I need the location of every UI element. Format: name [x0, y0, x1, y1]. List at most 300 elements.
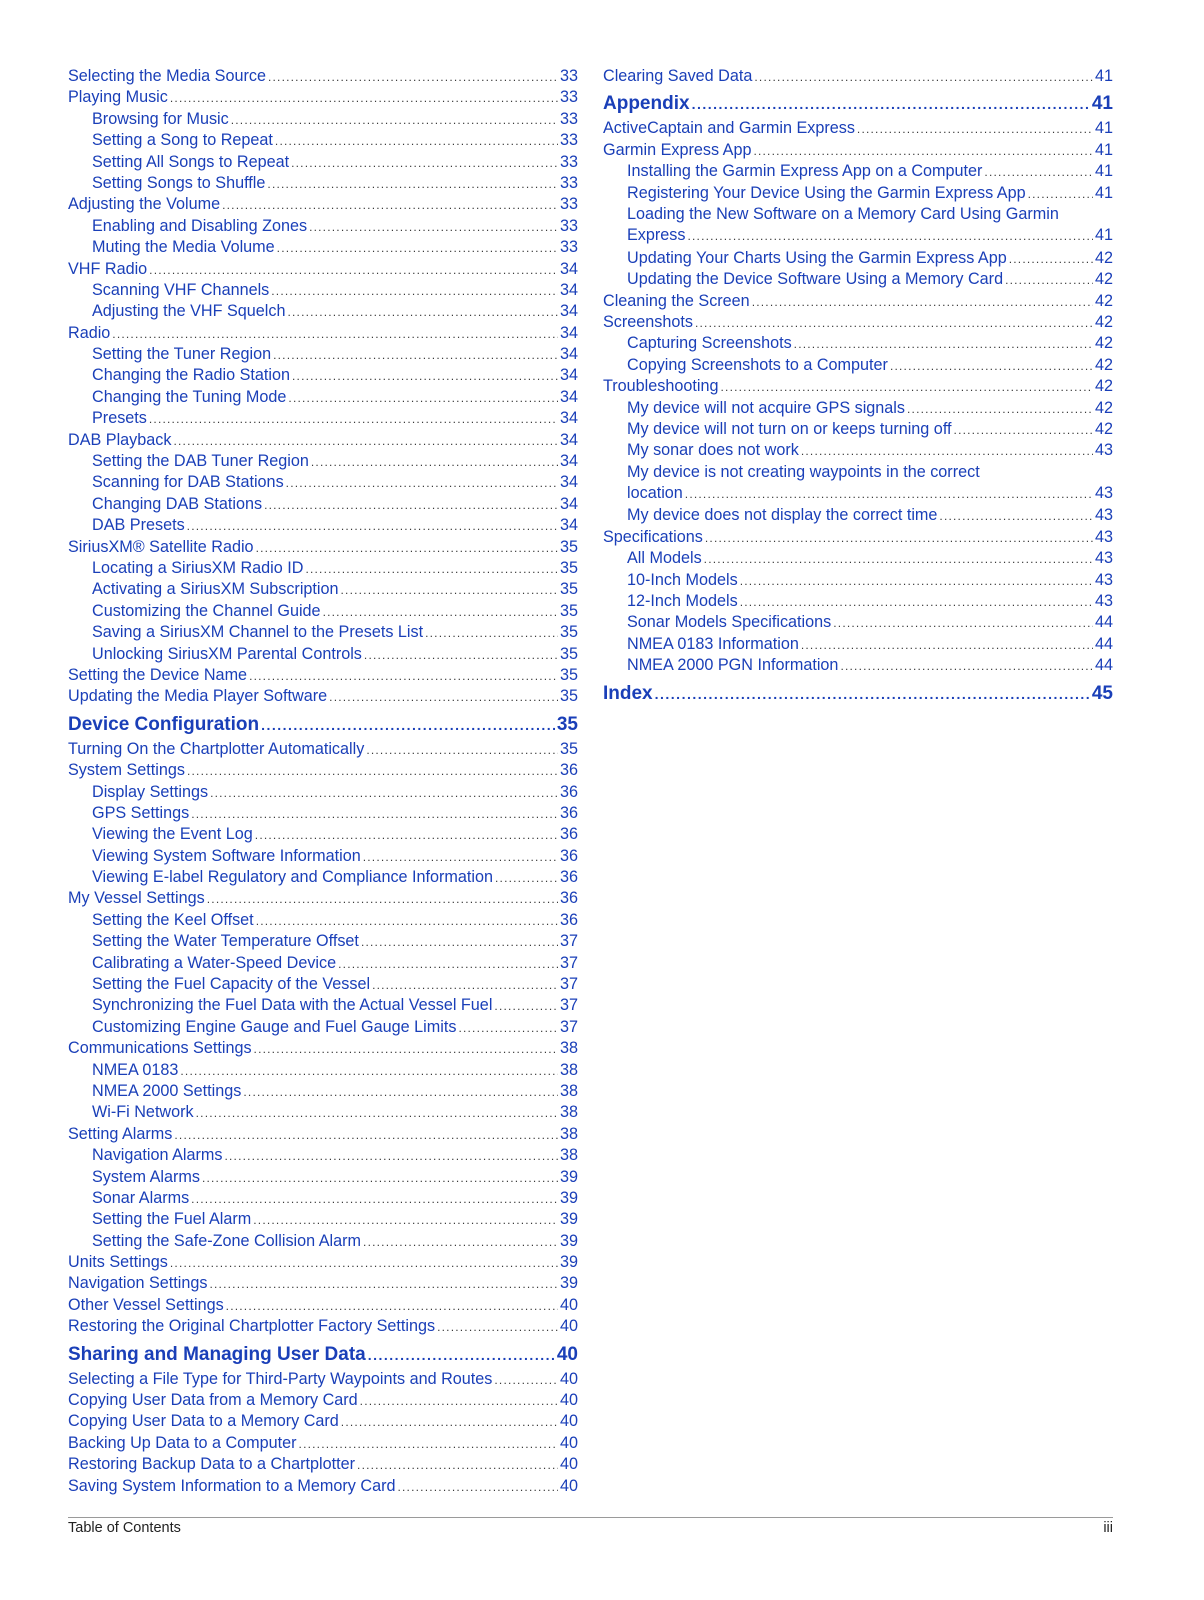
toc-entry-page: 37: [559, 1017, 578, 1036]
dot-leader: [754, 67, 1093, 88]
dot-leader: [655, 681, 1090, 707]
toc-entry[interactable]: [68, 910, 578, 931]
toc-entry[interactable]: [68, 1316, 578, 1337]
dot-leader: [256, 538, 558, 559]
toc-entry[interactable]: [68, 782, 578, 803]
toc-entry-title: GPS Settings: [92, 803, 190, 822]
toc-entry-page: 33: [559, 109, 578, 128]
dot-leader: [740, 571, 1093, 592]
dot-leader: [338, 954, 558, 975]
dot-leader: [794, 334, 1093, 355]
dot-leader: [323, 602, 558, 623]
dot-leader: [494, 996, 558, 1017]
toc-entry-title: Viewing E-label Regulatory and Compliance Information: [92, 868, 494, 887]
toc-entry[interactable]: [68, 1167, 578, 1188]
toc-entry[interactable]: [68, 194, 578, 215]
toc-entry-page: 38: [559, 1060, 578, 1079]
dot-leader: [801, 441, 1093, 462]
dot-leader: [363, 1232, 558, 1253]
dot-leader: [254, 1039, 558, 1060]
toc-entry-title: My device does not display the correct time: [627, 506, 938, 525]
dot-leader: [692, 91, 1090, 117]
toc-entry[interactable]: [68, 494, 578, 515]
toc-entry[interactable]: [68, 66, 578, 87]
toc-entry-page: 36: [559, 910, 578, 929]
toc-entry-title: Restoring Backup Data to a Chartplotter: [68, 1455, 356, 1474]
toc-entry[interactable]: [68, 888, 578, 909]
toc-entry[interactable]: [68, 323, 578, 344]
toc-entry[interactable]: [603, 333, 1113, 354]
toc-entry[interactable]: [68, 931, 578, 952]
dot-leader: [243, 1082, 558, 1103]
toc-entry-title: Adjusting the Volume: [68, 195, 221, 214]
dot-leader: [309, 217, 558, 238]
dot-leader: [261, 712, 555, 738]
dot-leader: [687, 226, 1093, 247]
dot-leader: [149, 409, 558, 430]
footer-divider: [68, 1517, 1113, 1518]
toc-entry-title: SiriusXM® Satellite Radio: [68, 537, 254, 556]
dot-leader: [291, 153, 558, 174]
toc-entry[interactable]: [603, 462, 1113, 506]
toc-entry-title: Turning On the Chartplotter Automatically: [68, 739, 365, 758]
dot-leader: [207, 889, 558, 910]
toc-entry-title: All Models: [627, 549, 702, 568]
toc-entry-title: My device will not acquire GPS signals: [627, 398, 906, 417]
toc-entry[interactable]: [68, 344, 578, 365]
toc-entry[interactable]: [68, 803, 578, 824]
toc-entry[interactable]: [68, 216, 578, 237]
dot-leader: [170, 88, 558, 109]
toc-entry-title: Setting the DAB Tuner Region: [92, 452, 309, 471]
toc-entry-title: Navigation Settings: [68, 1274, 208, 1293]
toc-entry-title: Locating a SiriusXM Radio ID: [92, 558, 304, 577]
toc-entry-page: 36: [559, 803, 578, 822]
toc-entry-page: 43: [1094, 506, 1113, 525]
footer-section-title: Table of Contents: [68, 1520, 181, 1536]
toc-entry[interactable]: [603, 161, 1113, 182]
toc-entry-title: Display Settings: [92, 782, 209, 801]
dot-leader: [311, 452, 558, 473]
toc-entry-title: System Alarms: [92, 1167, 200, 1186]
toc-entry-page: 43: [1094, 549, 1113, 568]
toc-entry-page: 40: [559, 1433, 578, 1452]
toc-entry-title: Enabling and Disabling Zones: [92, 216, 308, 235]
toc-entry-page: 44: [1094, 613, 1113, 632]
toc-entry-title: Copying User Data from a Memory Card: [68, 1391, 358, 1410]
dot-leader: [305, 559, 558, 580]
dot-leader: [209, 1274, 558, 1295]
toc-entry-page: 38: [559, 1146, 578, 1165]
toc-entry-page: 40: [559, 1412, 578, 1431]
toc-entry-page: 38: [559, 1124, 578, 1143]
toc-section-heading[interactable]: [603, 681, 1113, 707]
toc-entry-title: Wi-Fi Network: [92, 1103, 194, 1122]
toc-entry[interactable]: [68, 1231, 578, 1252]
dot-leader: [287, 302, 558, 323]
toc-entry[interactable]: [68, 1390, 578, 1411]
toc-entry[interactable]: [68, 173, 578, 194]
toc-entry-title: Playing Music: [68, 88, 168, 107]
toc-entry-page: 35: [559, 644, 578, 663]
toc-entry[interactable]: [68, 237, 578, 258]
dot-leader: [494, 1370, 558, 1391]
toc-entry[interactable]: [68, 87, 578, 108]
toc-entry[interactable]: [68, 846, 578, 867]
toc-entry-page: 37: [559, 996, 578, 1015]
toc-entry-page: 39: [559, 1231, 578, 1250]
toc-entry-title-continued: location: [627, 484, 683, 503]
toc-entry[interactable]: [68, 579, 578, 600]
toc-entry-page: 33: [559, 238, 578, 257]
toc-entry[interactable]: [603, 655, 1113, 676]
toc-entry-page: 41: [1094, 226, 1113, 245]
toc-entry[interactable]: [603, 419, 1113, 440]
toc-entry-page: 34: [559, 345, 578, 364]
toc-entry[interactable]: [68, 622, 578, 643]
toc-entry[interactable]: [68, 1369, 578, 1390]
toc-entry[interactable]: [603, 591, 1113, 612]
toc-entry[interactable]: [68, 1433, 578, 1454]
toc-entry-title: Setting the Safe-Zone Collision Alarm: [92, 1231, 362, 1250]
toc-entry-title: Selecting a File Type for Third-Party Waypoints and Routes: [68, 1369, 493, 1388]
toc-entry-page: 34: [559, 494, 578, 513]
toc-entry[interactable]: [68, 1273, 578, 1294]
toc-entry[interactable]: [603, 548, 1113, 569]
toc-entry-page: 37: [559, 953, 578, 972]
dot-leader: [329, 687, 558, 708]
dot-leader: [273, 345, 558, 366]
toc-entry[interactable]: [68, 995, 578, 1016]
toc-entry-page: 42: [1094, 270, 1113, 289]
dot-leader: [187, 516, 558, 537]
toc-entry[interactable]: [68, 1017, 578, 1038]
toc-entry-title: Screenshots: [603, 312, 693, 331]
toc-entry[interactable]: [603, 505, 1113, 526]
dot-leader: [341, 1412, 558, 1433]
toc-entry[interactable]: [68, 644, 578, 665]
toc-entry-page: 35: [559, 687, 578, 706]
toc-entry[interactable]: [68, 430, 578, 451]
toc-entry[interactable]: [68, 1124, 578, 1145]
toc-entry[interactable]: [603, 291, 1113, 312]
toc-entry-title: Saving System Information to a Memory Card: [68, 1476, 396, 1495]
toc-entry-page: 41: [1094, 162, 1113, 181]
toc-entry-title: Scanning for DAB Stations: [92, 473, 284, 492]
toc-entry[interactable]: [68, 472, 578, 493]
toc-entry-page: 35: [559, 623, 578, 642]
toc-entry[interactable]: [68, 601, 578, 622]
toc-entry[interactable]: [68, 953, 578, 974]
dot-leader: [256, 911, 558, 932]
dot-leader: [364, 645, 558, 666]
toc-entry-page: 41: [1094, 67, 1113, 85]
toc-entry-page: 34: [559, 452, 578, 471]
toc-entry-title: Radio: [68, 323, 111, 342]
dot-leader: [196, 1103, 558, 1124]
toc-entry-title: My device is not creating waypoints in the correct: [627, 462, 980, 481]
toc-entry[interactable]: [68, 1411, 578, 1432]
toc-entry[interactable]: [68, 760, 578, 781]
toc-entry-title: My Vessel Settings: [68, 889, 205, 908]
toc-entry-title: Sonar Alarms: [92, 1188, 190, 1207]
dot-leader: [271, 281, 558, 302]
toc-entry-page: 37: [559, 932, 578, 951]
toc-entry[interactable]: [68, 1188, 578, 1209]
toc-entry-page: 40: [559, 1476, 578, 1495]
toc-entry-title: Scanning VHF Channels: [92, 280, 270, 299]
toc-entry-page: 43: [1094, 484, 1113, 503]
dot-leader: [226, 1296, 558, 1317]
dot-leader: [366, 740, 558, 761]
toc-entry[interactable]: [68, 365, 578, 386]
toc-entry-title: Unlocking SiriusXM Parental Controls: [92, 644, 362, 663]
dot-leader: [857, 119, 1093, 140]
toc-entry[interactable]: [68, 686, 578, 707]
dot-leader: [704, 549, 1093, 570]
dot-leader: [984, 162, 1093, 183]
toc-entry-title: Changing DAB Stations: [92, 494, 263, 513]
dot-leader: [253, 1210, 558, 1231]
toc-entry-page: 43: [1094, 441, 1113, 460]
toc-entry[interactable]: [68, 1295, 578, 1316]
toc-entry-page: 43: [1094, 570, 1113, 589]
toc-entry-page: 35: [559, 665, 578, 684]
toc-entry[interactable]: [68, 1081, 578, 1102]
dot-leader: [210, 783, 558, 804]
toc-entry[interactable]: [603, 204, 1113, 248]
toc-entry-title: Sharing and Managing User Data: [68, 1343, 366, 1365]
dot-leader: [1028, 184, 1093, 205]
toc-entry-title: Setting a Song to Repeat: [92, 131, 273, 150]
toc-entry-page: 36: [559, 846, 578, 865]
toc-entry-title: Units Settings: [68, 1253, 168, 1272]
toc-entry-title: Appendix: [603, 93, 690, 115]
toc-entry[interactable]: [68, 1454, 578, 1475]
toc-entry-title: Registering Your Device Using the Garmin Express App: [627, 183, 1026, 202]
toc-entry-title: Loading the New Software on a Memory Card Using Garmin: [627, 204, 1059, 223]
toc-entry-title: Setting the Device Name: [68, 665, 248, 684]
toc-entry[interactable]: [603, 355, 1113, 376]
toc-entry-page: 39: [559, 1274, 578, 1293]
toc-entry[interactable]: [68, 558, 578, 579]
toc-section-heading[interactable]: [68, 712, 578, 738]
toc-entry[interactable]: [68, 1102, 578, 1123]
toc-entry-title: NMEA 2000 PGN Information: [627, 656, 839, 675]
toc-entry[interactable]: [68, 824, 578, 845]
toc-entry-title: Setting Songs to Shuffle: [92, 173, 266, 192]
toc-entry-page: 39: [559, 1210, 578, 1229]
toc-entry-page: 41: [1094, 119, 1113, 138]
dot-leader: [249, 666, 558, 687]
toc-entry-page: 44: [1094, 656, 1113, 675]
dot-leader: [752, 292, 1093, 313]
toc-entry[interactable]: [603, 66, 1113, 87]
toc-entry-title: Setting the Water Temperature Offset: [92, 932, 359, 951]
toc-entry[interactable]: [603, 376, 1113, 397]
toc-entry-page: 41: [1091, 93, 1113, 115]
toc-entry-title: 10-Inch Models: [627, 570, 738, 589]
toc-entry-page: 43: [1094, 592, 1113, 611]
toc-entry-page: 39: [559, 1188, 578, 1207]
dot-leader: [1009, 249, 1093, 270]
dot-leader: [458, 1018, 558, 1039]
toc-entry-page: 44: [1094, 634, 1113, 653]
toc-entry[interactable]: [68, 1060, 578, 1081]
toc-entry-title: Viewing the Event Log: [92, 825, 253, 844]
toc-entry-page: 34: [559, 302, 578, 321]
toc-entry-page: 35: [559, 601, 578, 620]
toc-entry-page: 42: [1094, 334, 1113, 353]
toc-entry-title: Copying Screenshots to a Computer: [627, 355, 888, 374]
toc-entry[interactable]: [603, 634, 1113, 655]
toc-entry-page: 34: [559, 430, 578, 449]
dot-leader: [299, 1434, 558, 1455]
toc-entry-title: My sonar does not work: [627, 441, 799, 460]
toc-entry-title-continued: Express: [627, 226, 686, 245]
toc-entry-title: Capturing Screenshots: [627, 334, 792, 353]
toc-entry-title: Activating a SiriusXM Subscription: [92, 580, 339, 599]
toc-entry-title: Communications Settings: [68, 1039, 252, 1058]
dot-leader: [202, 1168, 558, 1189]
dot-leader: [721, 377, 1093, 398]
toc-entry-page: 35: [559, 580, 578, 599]
dot-leader: [341, 580, 558, 601]
toc-entry-title: Specifications: [603, 527, 703, 546]
toc-entry[interactable]: [68, 665, 578, 686]
toc-entry-title: Changing the Radio Station: [92, 366, 290, 385]
toc-entry[interactable]: [603, 140, 1113, 161]
toc-entry[interactable]: [68, 1145, 578, 1166]
dot-leader: [833, 613, 1093, 634]
toc-entry[interactable]: [68, 259, 578, 280]
toc-entry-title: Viewing System Software Information: [92, 846, 361, 865]
dot-leader: [288, 388, 558, 409]
toc-entry-title: Customizing Engine Gauge and Fuel Gauge Limits: [92, 1017, 457, 1036]
dot-leader: [437, 1317, 558, 1338]
toc-entry-page: 42: [1094, 291, 1113, 310]
toc-entry-page: 42: [1094, 419, 1113, 438]
toc-entry[interactable]: [603, 312, 1113, 333]
dot-leader: [174, 1125, 558, 1146]
toc-entry[interactable]: [603, 612, 1113, 633]
toc-entry[interactable]: [603, 398, 1113, 419]
toc-entry[interactable]: [68, 867, 578, 888]
dot-leader: [954, 420, 1093, 441]
toc-entry[interactable]: [603, 570, 1113, 591]
toc-entry-page: 40: [559, 1295, 578, 1314]
toc-entry-title: Sonar Models Specifications: [627, 613, 832, 632]
toc-column-left: [68, 66, 578, 1497]
toc-entry-page: 42: [1094, 377, 1113, 396]
toc-entry-title: Updating Your Charts Using the Garmin Express App: [627, 248, 1007, 267]
toc-entry-page: 42: [1094, 355, 1113, 374]
toc-entry[interactable]: [68, 301, 578, 322]
toc-entry[interactable]: [68, 739, 578, 760]
toc-entry[interactable]: [68, 408, 578, 429]
toc-entry[interactable]: [68, 451, 578, 472]
toc-entry-page: 33: [559, 88, 578, 107]
toc-entry-page: 39: [559, 1253, 578, 1272]
dot-leader: [173, 431, 558, 452]
toc-entry[interactable]: [603, 527, 1113, 548]
toc-entry-page: 36: [559, 889, 578, 908]
dot-leader: [368, 1342, 555, 1368]
toc-entry-title: Changing the Tuning Mode: [92, 387, 287, 406]
toc-entry[interactable]: [603, 269, 1113, 290]
toc-entry-page: 42: [1094, 248, 1113, 267]
dot-leader: [801, 635, 1093, 656]
dot-leader: [357, 1455, 558, 1476]
toc-entry-page: 35: [559, 739, 578, 758]
dot-leader: [222, 195, 558, 216]
toc-entry-title: Other Vessel Settings: [68, 1295, 224, 1314]
toc-entry[interactable]: [68, 515, 578, 536]
toc-entry-title: Browsing for Music: [92, 109, 229, 128]
toc-entry-title: Setting the Fuel Capacity of the Vessel: [92, 975, 371, 994]
toc-entry[interactable]: [603, 440, 1113, 461]
toc-entry-page: 33: [559, 216, 578, 235]
toc-section-heading[interactable]: [68, 1342, 578, 1368]
toc-entry[interactable]: [68, 130, 578, 151]
dot-leader: [149, 260, 558, 281]
toc-entry-page: 38: [559, 1039, 578, 1058]
dot-leader: [268, 67, 558, 88]
toc-entry-page: 36: [559, 825, 578, 844]
toc-entry-page: 38: [559, 1103, 578, 1122]
toc-entry-page: 36: [559, 782, 578, 801]
toc-entry-title: Presets: [92, 409, 147, 428]
toc-entry-title: DAB Playback: [68, 430, 172, 449]
toc-entry[interactable]: [68, 1252, 578, 1273]
toc-entry[interactable]: [603, 248, 1113, 269]
toc-entry-page: 39: [559, 1167, 578, 1186]
toc-entry[interactable]: [68, 1476, 578, 1497]
toc-entry-title: System Settings: [68, 761, 185, 780]
toc-entry-page: 36: [559, 868, 578, 887]
toc-section-heading[interactable]: [603, 91, 1113, 117]
toc-entry[interactable]: [68, 537, 578, 558]
toc-entry-page: 35: [556, 713, 578, 735]
toc-entry-page: 40: [559, 1455, 578, 1474]
toc-entry[interactable]: [603, 118, 1113, 139]
toc-entry[interactable]: [68, 974, 578, 995]
toc-entry-page: 40: [559, 1369, 578, 1388]
toc-entry[interactable]: [603, 183, 1113, 204]
toc-entry[interactable]: [68, 280, 578, 301]
toc-entry[interactable]: [68, 109, 578, 130]
toc-entry-page: 34: [559, 473, 578, 492]
toc-entry-title: Backing Up Data to a Computer: [68, 1433, 297, 1452]
dot-leader: [170, 1253, 558, 1274]
toc-entry[interactable]: [68, 152, 578, 173]
dot-leader: [255, 825, 558, 846]
toc-entry[interactable]: [68, 1038, 578, 1059]
toc-entry-title: Customizing the Channel Guide: [92, 601, 321, 620]
dot-leader: [695, 313, 1093, 334]
toc-entry-title: Restoring the Original Chartplotter Factory Settings: [68, 1317, 436, 1336]
toc-entry-page: 34: [559, 280, 578, 299]
toc-entry-page: 41: [1094, 183, 1113, 202]
toc-entry-page: 33: [559, 152, 578, 171]
toc-entry-page: 34: [559, 387, 578, 406]
toc-entry[interactable]: [68, 1209, 578, 1230]
dot-leader: [372, 975, 558, 996]
toc-entry[interactable]: [68, 387, 578, 408]
toc-entry-title: NMEA 0183: [92, 1060, 179, 1079]
toc-entry-page: 33: [559, 67, 578, 85]
toc-entry-title: Selecting the Media Source: [68, 67, 266, 85]
